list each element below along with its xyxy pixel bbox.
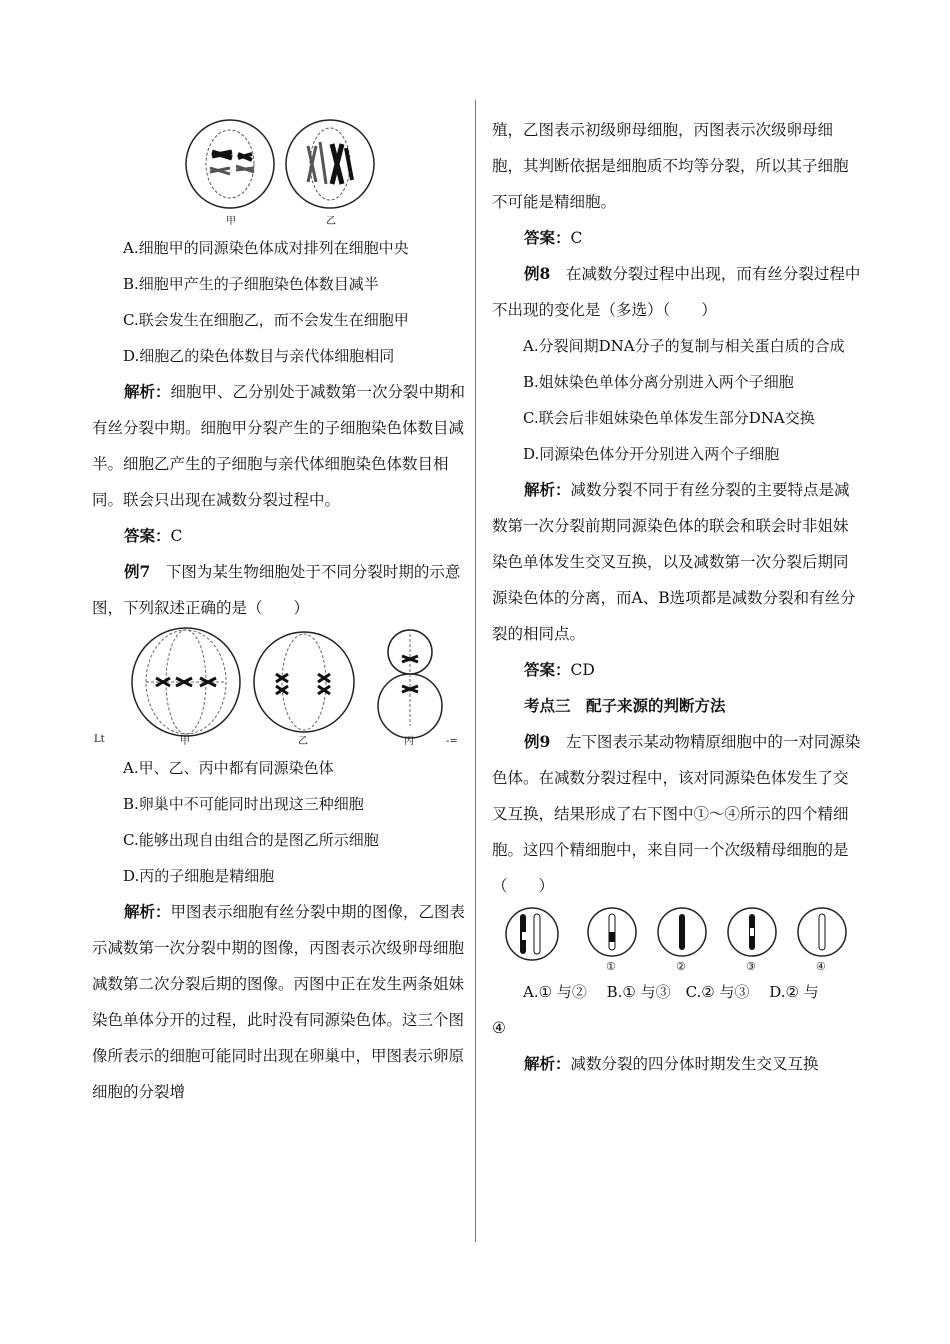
q6-analysis-text: 细胞甲、乙分别处于减数第一次分裂中期和有丝分裂中期。细胞甲分裂产生的子细胞染色体数目减半。细胞乙产生的子细胞与亲代体细胞染色体数目相同。联会只出现在减数分裂过程中。	[92, 383, 466, 509]
q8-stem	[492, 256, 862, 328]
right-column	[492, 112, 862, 1082]
q7-option-d: D.丙的子细胞是精细胞	[123, 867, 275, 885]
fig2-label-bing: 丙	[404, 736, 414, 747]
column-divider	[475, 100, 476, 1242]
sperm-cell-3	[728, 908, 776, 956]
fig3-label-4: ④	[816, 960, 826, 973]
q8-option-b: B.姐妹染色单体分离分别进入两个子细胞	[523, 373, 794, 391]
q7-stem	[92, 554, 468, 626]
cell-jia-7	[132, 628, 240, 736]
q6-option-c: C.联会发生在细胞乙，而不会发生在细胞甲	[123, 311, 409, 329]
fig2-label-yi: 乙	[298, 736, 308, 747]
cell-bing-7	[378, 630, 442, 738]
q7-option-a: A.甲、乙、丙中都有同源染色体	[123, 759, 334, 777]
cell-yi	[286, 120, 374, 208]
cell-yi-7	[254, 632, 354, 732]
q9-analysis	[492, 1046, 862, 1082]
cell-jia	[186, 120, 274, 208]
q8-analysis-text: 减数分裂不同于有丝分裂的主要特点是减数第一次分裂前期同源染色体的联会和联会时非姐妹染色单体发生交叉互换，以及减数第一次分裂后期同源染色体的分离，而A、B选项都是减数分裂和有丝分裂的相同点。	[492, 481, 856, 643]
q7-option-c: C.能够出现自由组合的是图乙所示细胞	[123, 831, 379, 849]
fig1-label-jia: 甲	[226, 216, 236, 227]
figure-cells-jia-yi-bing	[92, 626, 468, 750]
q7-stem-text: 下图为某生物细胞处于不同分裂时期的示意图，下列叙述正确的是（ ）	[92, 563, 461, 617]
q9-analysis-label: 解析：	[524, 1054, 571, 1073]
q8-answer	[492, 652, 862, 688]
q8-label: 例8	[524, 264, 551, 283]
q9-options-line2: ④	[492, 1019, 506, 1037]
q7-label: 例7	[124, 562, 151, 581]
q8-option-c: C.联会后非姐妹染色单体发生部分DNA交换	[523, 409, 815, 427]
primary-cell	[506, 908, 558, 960]
q6-option-a: A.细胞甲的同源染色体成对排列在细胞中央	[123, 239, 409, 257]
q6-option-b: B.细胞甲产生的子细胞染色体数目减半	[123, 275, 379, 293]
figure-sperm-cells	[502, 904, 852, 974]
section-title: 考点三 配子来源的判断方法	[524, 696, 726, 715]
q6-answer-value: C	[170, 527, 183, 545]
q7-answer-value: C	[570, 229, 583, 247]
q9-label: 例9	[524, 732, 551, 751]
q7-analysis	[92, 894, 468, 1110]
q6-analysis-label: 解析：	[124, 382, 171, 401]
q8-option-a: A.分裂间期DNA分子的复制与相关蛋白质的合成	[523, 337, 845, 355]
q7-answer-label: 答案：	[524, 228, 571, 247]
q9-options-line1: A.① 与② B.① 与③ C.② 与③ D.② 与	[523, 983, 819, 1001]
fig2-label-jia: 甲	[180, 736, 190, 747]
q7-analysis-text: 甲图表示细胞有丝分裂中期的图像，乙图表示减数第一次分裂中期的图像，丙图表示次级卵母细胞减数第二次分裂后期的图像。丙图中正在发生两条姐妹染色单体分开的过程，此时没有同源染色体。这三个图像所表示的细胞可能同时出现在卵巢中，甲图表示卵原细胞的分裂增	[92, 903, 466, 1101]
q8-option-d: D.同源染色体分开分别进入两个子细胞	[523, 445, 780, 463]
q6-answer	[92, 518, 468, 554]
q8-analysis	[492, 472, 862, 652]
fig2-corner-right: -=	[446, 736, 458, 747]
q8-analysis-label: 解析：	[524, 480, 571, 499]
fig3-label-2: ②	[676, 960, 686, 973]
q9-stem	[492, 724, 862, 904]
q7-answer	[492, 220, 862, 256]
q7-analysis-label: 解析：	[124, 902, 171, 921]
q7-analysis-continued: 殖，乙图表示初级卵母细胞，丙图表示次级卵母细胞，其判断依据是细胞质不均等分裂，所以其子细胞不可能是精细胞。	[492, 121, 849, 211]
fig3-label-1: ①	[606, 960, 616, 973]
q6-option-d: D.细胞乙的染色体数目与亲代体细胞相同	[123, 347, 395, 365]
fig1-label-yi: 乙	[326, 216, 336, 227]
fig3-label-3: ③	[746, 960, 756, 973]
left-column	[92, 112, 468, 1110]
sperm-cell-1	[588, 908, 636, 956]
q9-stem-text: 左下图表示某动物精原细胞中的一对同源染色体。在减数分裂过程中，该对同源染色体发生了交叉互换，结果形成了右下图中①～④所示的四个精细胞。这四个精细胞中，来自同一个次级精母细胞的是（ ）	[492, 733, 861, 895]
sperm-cell-4	[798, 908, 846, 956]
q8-answer-label: 答案：	[524, 660, 571, 679]
q8-answer-value: CD	[570, 661, 595, 679]
q9-analysis-text: 减数分裂的四分体时期发生交叉互换	[570, 1055, 819, 1073]
q6-analysis	[92, 374, 468, 518]
q7-option-b: B.卵巢中不可能同时出现这三种细胞	[123, 795, 364, 813]
q6-answer-label: 答案：	[124, 526, 171, 545]
figure-cells-jia-yi	[180, 112, 380, 230]
fig2-corner-left: Lt	[94, 734, 105, 745]
q8-stem-text: 在减数分裂过程中出现，而有丝分裂过程中不出现的变化是（多选）（ ）	[492, 265, 861, 319]
sperm-cell-2	[658, 908, 706, 956]
